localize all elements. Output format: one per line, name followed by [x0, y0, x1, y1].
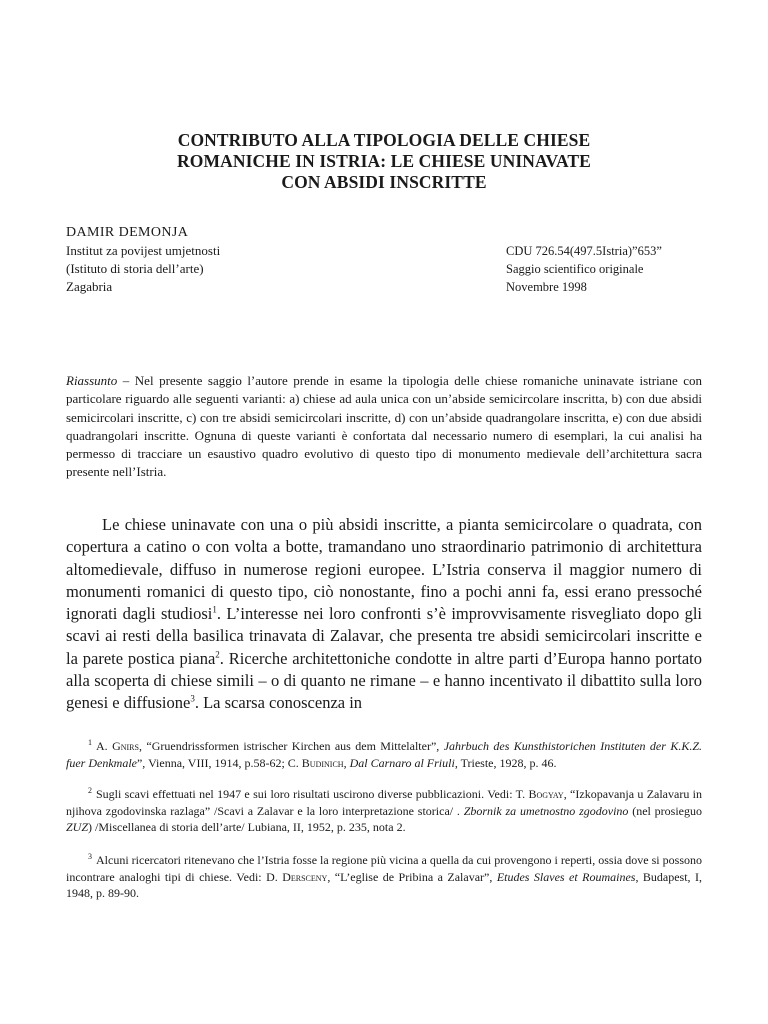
cited-author: Dersceny [282, 869, 328, 884]
footnote-text: , [343, 755, 350, 770]
body-text-part-1: Le chiese uninavate con una o più absidi inscritte, a pianta semicircolare o quadrata, con copertura a catino o con volta a botte, tramandano uno straordinario patrimonio di architettura altomedievale, diffuso in numerose regioni europee. L’Istria conserva il maggior numero di monumenti romanici di questo tipo, ciò nonostante, fino a pochi anni fa, essi erano pressoché ignorati dagli studiosi [66, 515, 702, 624]
body-text-part-2: . L’interesse nei loro confronti s’è improvvisamente risvegliato dopo gli scavi ai resti della basilica trinavata di Zalavar, che presenta tre absidi semicircolari inscritte e la parete postica piana [66, 604, 702, 668]
abstract [66, 372, 702, 482]
cited-journal: Etudes Slaves et Roumaines [496, 869, 636, 884]
footnote-text: (nel prosieguo [628, 803, 702, 818]
footnote-number: 1 [88, 738, 92, 747]
author-name: DAMIR DEMONJA [66, 225, 189, 240]
cited-author: Bogyay [528, 787, 564, 801]
footnote-text: , Trieste, 1928, p. 46. [454, 755, 557, 770]
article-metadata [506, 242, 662, 296]
cdu-code: CDU 726.54(497.5Istria)”653” [506, 244, 662, 258]
cited-journal: Jahrbuch des Kunsthistorichen Instituten der K.K.Z. fuer Denkmale [66, 739, 703, 770]
footnote-text: Sugli scavi effettuati nel 1947 e sui loro risultati uscirono diverse pubblicazioni. Vedi: T. [96, 787, 529, 801]
article-title [100, 130, 668, 193]
footnote-ref-1[interactable]: 1 [212, 604, 217, 615]
cited-author: Gnirs [112, 739, 139, 753]
article-type: Saggio scientifico originale [506, 262, 644, 276]
cited-book: Dal Carnaro al Friuli [349, 755, 455, 770]
city: Zagabria [66, 279, 113, 294]
footnote-2 [66, 786, 702, 836]
journal-abbreviation: ZUZ [66, 820, 89, 835]
footnote-text: , “L’eglise de Pribina a Zalavar”, [327, 869, 497, 884]
title-line-2: ROMANICHE IN ISTRIA: LE CHIESE UNINAVATE [177, 151, 591, 171]
footnote-text: ”, Vienna, VIII, 1914, p.58-62; C. [136, 755, 302, 770]
institute-name: Institut za povijest umjetnosti [66, 243, 221, 258]
footnote-text: , Budapest, I, 1948, p. 89-90. [66, 869, 702, 901]
footnote-ref-3[interactable]: 3 [190, 693, 195, 704]
footnote-text: A. [96, 739, 113, 753]
abstract-text: – Nel presente saggio l’autore prende in esame la tipologia delle chiese romaniche uninavate istriane con particolare riguardo alle seguenti varianti: a) chiese ad aula unica con un’abside semicircolare inscritta, b) con due absidi semicircolari inscritte, c) con tre absidi semicircolari inscritte, d) con un’abside quadrangolare inscritta, e) con due absidi quadrangolari inscritte. Ognuna di queste varianti è confortata dal necessario numero di esemplari, la cui analisi ha permesso di tracciare un esaustivo quadro evolutivo di questo tipo di monumento medievale dell’architettura sacra presente nell’Istria. [66, 373, 702, 480]
footnote-text: Alcuni ricercatori ritenevano che l’Istria fosse la regione più vicina a quella da cui provengono i reperti, ossia dove si possono incontrare analoghi tipi di chiese. Vedi: D. [66, 853, 702, 884]
title-line-3: CON ABSIDI INSCRITTE [281, 172, 487, 192]
title-line-1: CONTRIBUTO ALLA TIPOLOGIA DELLE CHIESE [177, 130, 591, 150]
body-text-part-4: . La scarsa conoscenza in [194, 693, 363, 713]
cited-journal: Zbornik za umetnostno zgodovino [463, 803, 629, 818]
article-date: Novembre 1998 [506, 280, 587, 294]
footnote-number: 2 [88, 786, 92, 795]
footnote-3 [66, 852, 702, 902]
body-paragraph [66, 514, 702, 715]
footnote-number: 3 [88, 852, 92, 861]
cited-author: Budinich [301, 755, 344, 770]
author-affiliation [66, 242, 220, 296]
footnote-text: , “Izkopavanja u Zalavaru in njihova zgodovinska razlaga” /Scavi a Zalavar e la loro interpretazione storica/ . [66, 787, 703, 818]
footnote-ref-2[interactable]: 2 [215, 649, 220, 660]
footnote-text: , “Gruendrissformen istrischer Kirchen aus dem Mittelalter”, [138, 739, 444, 753]
body-text-part-3: . Ricerche architettoniche condotte in altre parti d’Europa hanno portato alla scoperta di chiese simili – o di quanto ne rimane – e hanno incentivato il dibattito sulla loro genesi e diffusione [66, 648, 702, 713]
institute-name-italian: (Istituto di storia dell’arte) [66, 261, 204, 276]
footnote-1 [66, 738, 702, 771]
abstract-label: Riassunto [66, 373, 118, 388]
footnote-text: ) /Miscellanea di storia dell’arte/ Lubiana, II, 1952, p. 235, nota 2. [88, 820, 406, 835]
